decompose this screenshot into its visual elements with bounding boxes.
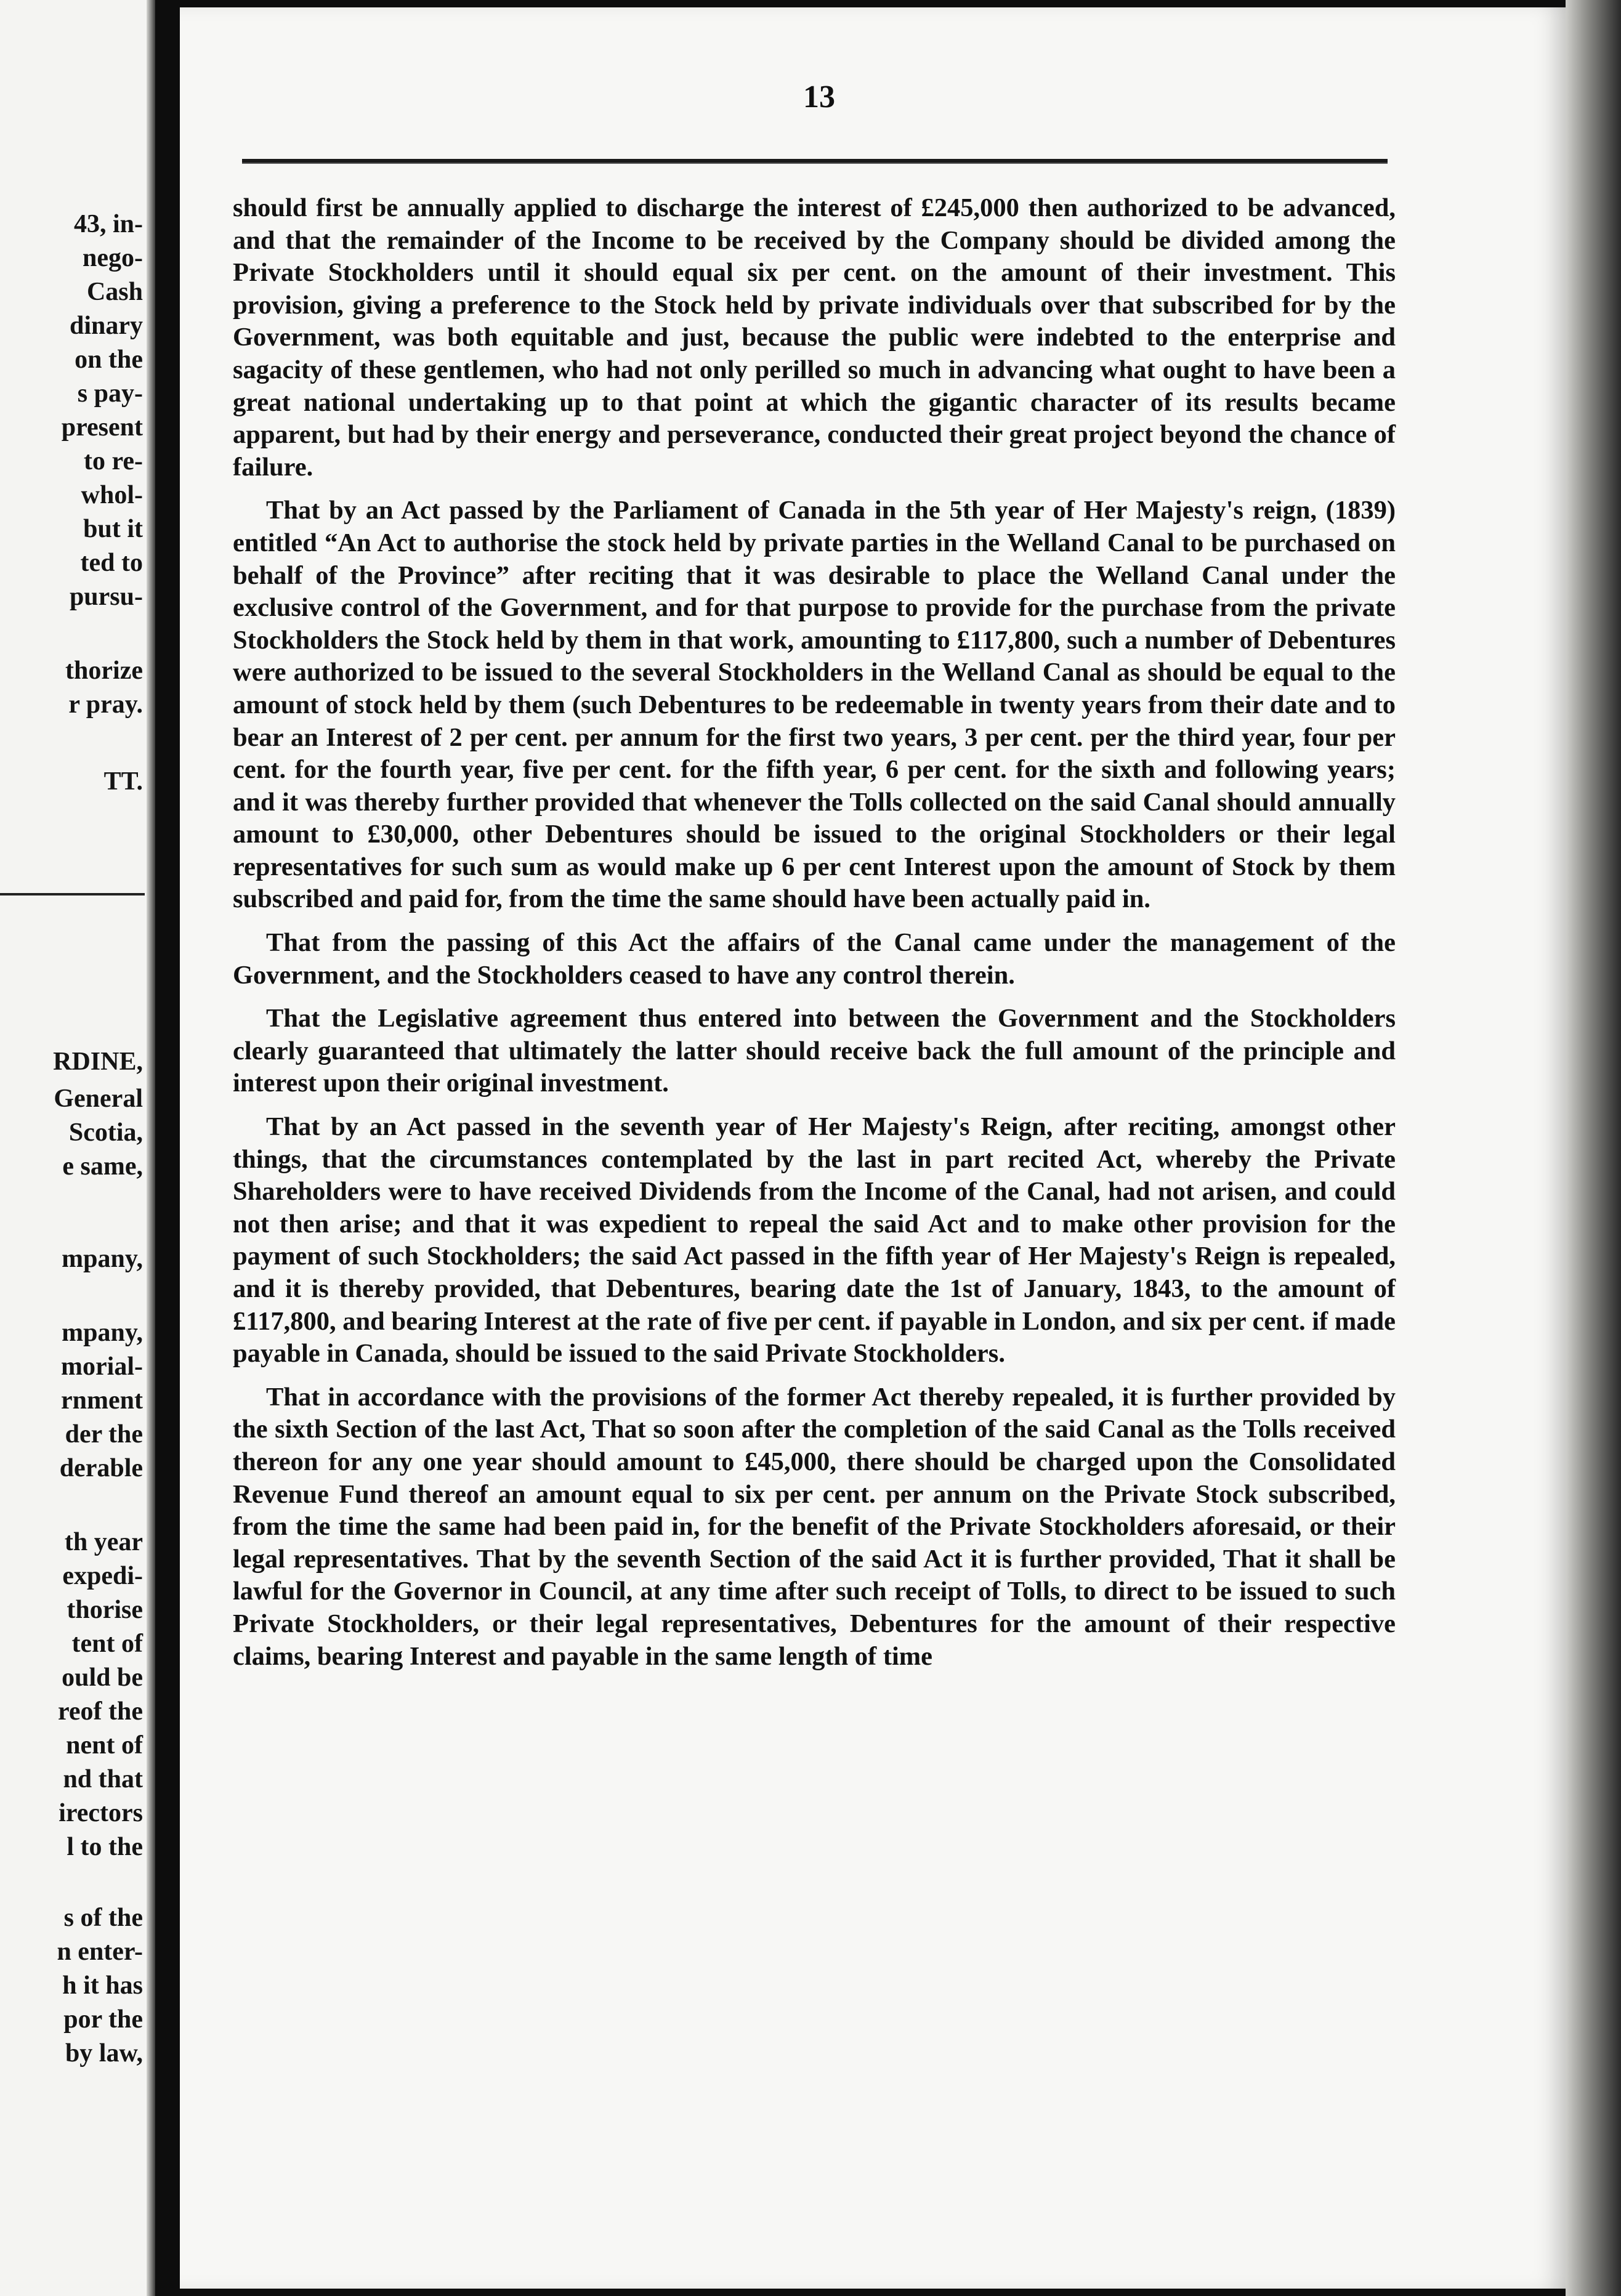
previous-page-line: General	[54, 1085, 143, 1113]
previous-page-line: thorize	[65, 657, 143, 685]
previous-page-line: tent of	[71, 1630, 143, 1658]
previous-page-line: l to the	[67, 1833, 143, 1861]
previous-page-line: nent of	[66, 1731, 143, 1760]
header-rule	[242, 159, 1388, 164]
previous-page-line: RDINE,	[53, 1048, 143, 1076]
previous-page-line: s pay-	[77, 379, 143, 408]
previous-page-line: rnment	[61, 1386, 143, 1415]
previous-page-line: reof the	[58, 1697, 143, 1726]
previous-page-line: por the	[63, 2005, 143, 2034]
previous-page-line: irectors	[59, 1799, 143, 1827]
previous-page-line: nd that	[63, 1765, 143, 1793]
previous-page-line: but it	[83, 515, 143, 543]
previous-page-line: e same,	[62, 1152, 143, 1181]
paragraph-2: That by an Act passed by the Parliament of Canada in the 5th year of Her Majesty's reign, (1839) entitled “An Act to authorise the stock held by private parties in the Welland Canal to be purchased on behalf of the Province” after reciting that it was desirable to place the Welland Canal under the exclusive control of the Government, and for that purpose to provide for the purchase from the private Stockholders the Stock held by them in that work, amounting to £117,800, such a number of Debentures were authorized to be issued to the several Stockholders in the Welland Canal as should be equal to the amount of stock held by them (such Debentures to be redeemable in twenty years from their date and to bear an Interest of 2 per cent. per annum for the first two years, 3 per cent. per the third year, four per cent. for the fourth year, five per cent. for the fifth year, 6 per cent. for the sixth and following years; and it was thereby further provided that whenever the Tolls collected on the said Canal should annually amount to £30,000, other Debentures should be issued to the original Stockholders or their legal representatives for such sum as would make up 6 per cent Interest upon the amount of Stock by them subscribed and paid for, from the time the same should have been actually paid in.	[233, 496, 1396, 914]
previous-page-line: expedi-	[62, 1562, 143, 1590]
previous-page-line: nego-	[83, 244, 143, 272]
previous-page-line: TT.	[103, 767, 143, 796]
previous-page-line: s of the	[63, 1904, 143, 1932]
page-number: 13	[803, 79, 835, 115]
paragraph-4: That the Legislative agreement thus entered into between the Government and the Stockholders clearly guaranteed that ultimately the latter should receive back the full amount of the principle and interest upon their original investment.	[233, 1004, 1396, 1098]
page-body	[233, 192, 1396, 1684]
previous-page-line: ted to	[80, 549, 143, 577]
previous-page-line: Scotia,	[68, 1118, 143, 1147]
previous-page-line: whol-	[81, 481, 143, 509]
previous-page-line: n enter-	[57, 1938, 143, 1966]
previous-page-line: to re-	[84, 447, 143, 475]
previous-page-line: mpany,	[62, 1319, 143, 1347]
previous-page-strip	[0, 0, 155, 2296]
page-gutter-shadow	[147, 0, 155, 2296]
previous-page-line: thorise	[67, 1596, 143, 1624]
paragraph-6: That in accordance with the provisions of the former Act thereby repealed, it is further provided by the sixth Section of the last Act, That so soon after the completion of the said Canal as the Tolls received thereon for any one year should amount to £45,000, there should be charged upon the Consolidated Revenue Fund thereof an amount equal to six per cent. per annum on the Private Stock subscribed, from the time the same had been paid in, for the benefit of the Private Stockholders aforesaid, or their legal representatives. That by the seventh Section of the said Act it is further provided, That it shall be lawful for the Governor in Council, at any time after such receipt of Tolls, to direct to be issued to such Private Stockholders, or their legal representatives, Debentures for the amount of their respective claims, bearing Interest and payable in the same length of time	[233, 1382, 1396, 1671]
previous-page-line: ould be	[62, 1663, 143, 1692]
page-edge-shadow	[1566, 0, 1621, 2296]
previous-page-line: on the	[75, 346, 143, 374]
previous-page-line: by law,	[65, 2039, 143, 2068]
previous-page-line: dinary	[69, 312, 143, 340]
previous-page-rule	[0, 893, 145, 895]
previous-page-line: mpany,	[62, 1245, 143, 1273]
previous-page-line: th year	[64, 1528, 143, 1556]
previous-page-line: r pray.	[68, 690, 143, 719]
previous-page-line: derable	[59, 1454, 143, 1482]
previous-page-line: present	[61, 413, 143, 442]
paragraph-5: That by an Act passed in the seventh year of Her Majesty's Reign, after reciting, amongst other things, that the circumstances contemplated by the last in part recited Act, whereby the Private Shareholders were to have received Dividends from the Income of the Canal, had not arisen, and could not then arise; and that it was expedient to repeal the said Act and to make other provision for the payment of such Stockholders; the said Act passed in the fifth year of Her Majesty's Reign is repealed, and it is thereby provided, that Debentures, bearing date the 1st of January, 1843, to the amount of £117,800, and bearing Interest at the rate of five per cent. if payable in London, and six per cent. if made payable in Canada, should be issued to the said Private Stockholders.	[233, 1112, 1396, 1368]
previous-page-line: der the	[65, 1420, 143, 1449]
paragraph-1: should first be annually applied to discharge the interest of £245,000 then authorized to be advanced, and that the remainder of the Income to be received by the Company should be divided among the Private Stockholders until it should equal six per cent. on the amount of their investment. This provision, giving a preference to the Stock held by private individuals over that subscribed for by the Government, was both equitable and just, because the public were indebted to the enterprise and sagacity of these gentlemen, who had not only perilled so much in advancing what ought to have been a great national undertaking up to that point at which the gigantic character of its results became apparent, but had by their energy and perseverance, conducted their great project beyond the chance of failure.	[233, 193, 1396, 482]
previous-page-line: 43, in-	[73, 210, 143, 238]
previous-page-line: morial-	[61, 1352, 143, 1381]
previous-page-line: Cash	[86, 278, 143, 306]
previous-page-line: h it has	[62, 1971, 143, 2000]
paragraph-3: That from the passing of this Act the affairs of the Canal came under the management of the Government, and the Stockholders ceased to have any control therein.	[233, 928, 1396, 990]
previous-page-line: pursu-	[69, 583, 143, 611]
